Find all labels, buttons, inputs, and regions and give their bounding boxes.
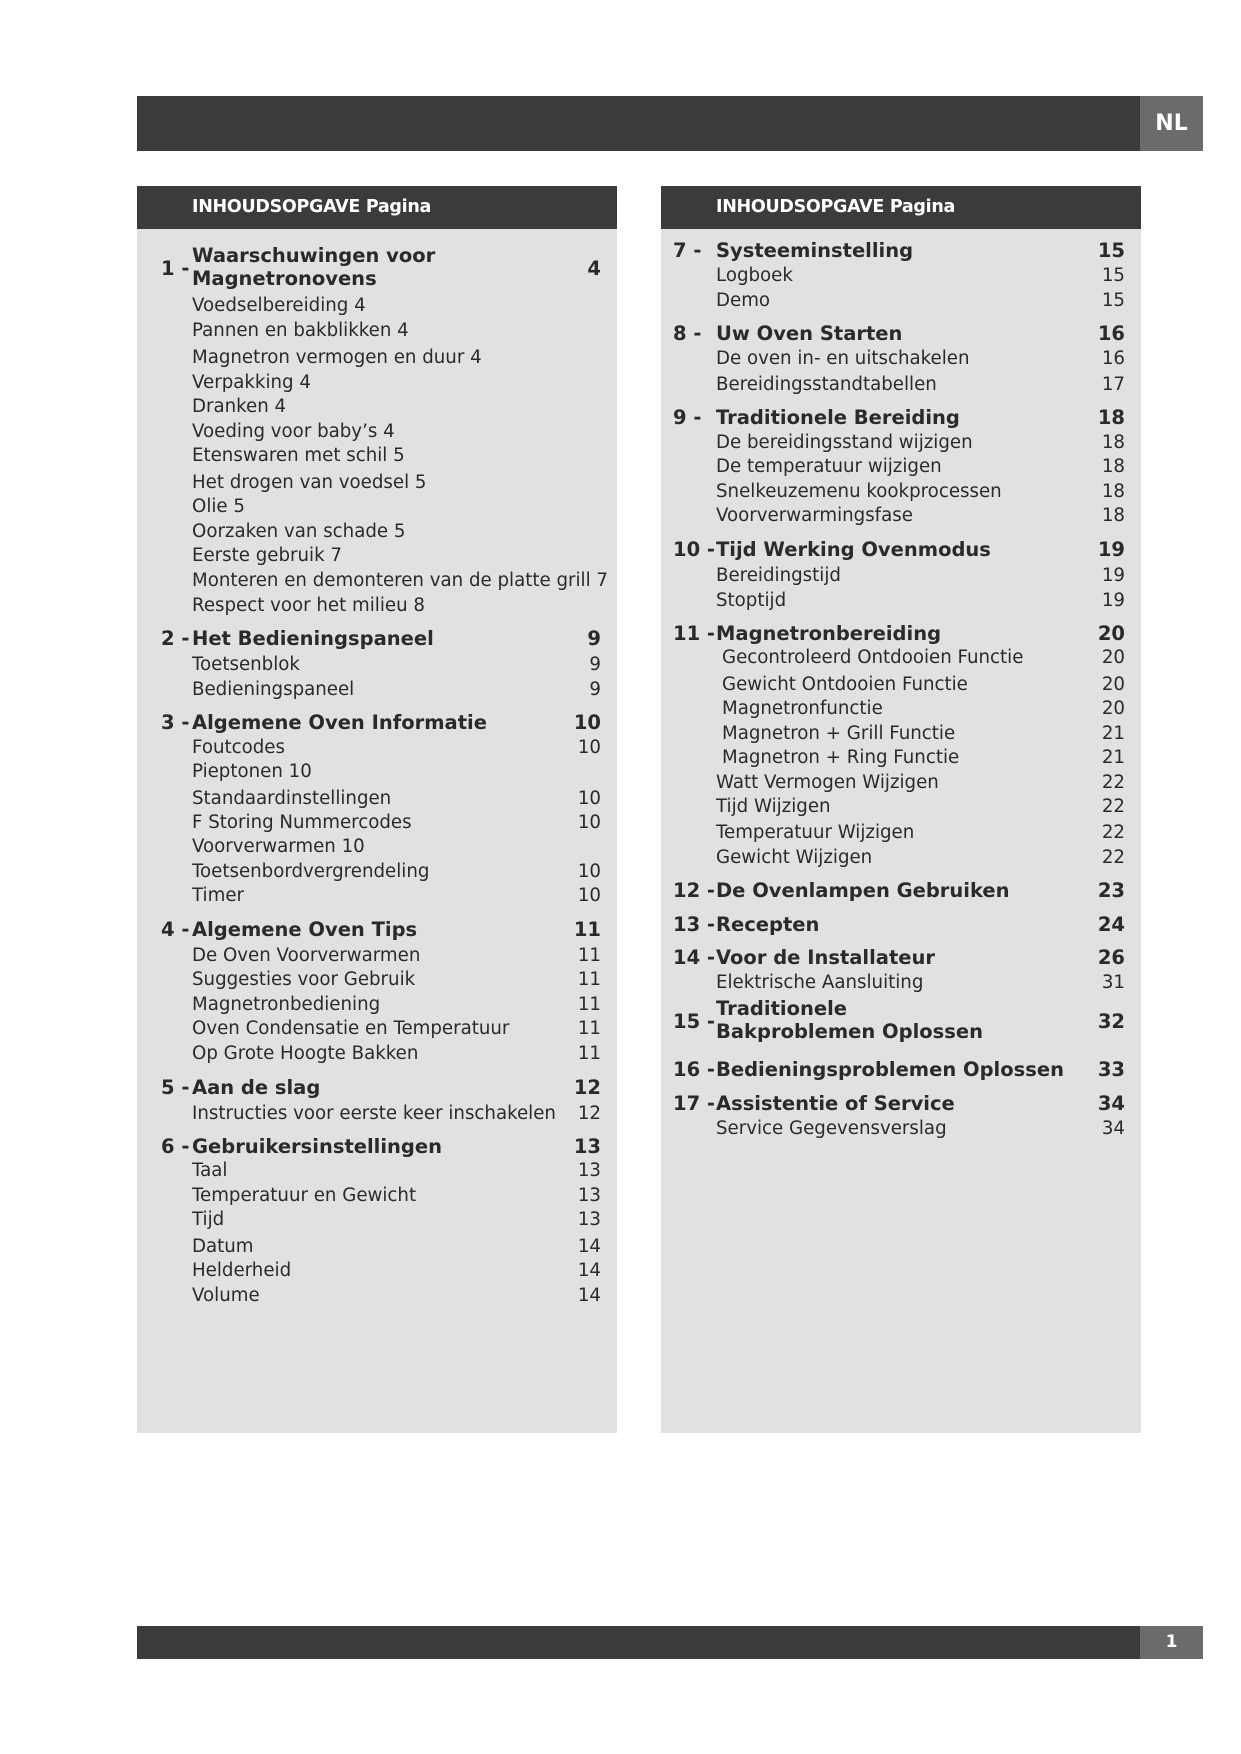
- entry-title: Stoptijd: [716, 590, 787, 611]
- entry-title: Pieptonen 10: [192, 761, 312, 782]
- entry-title: Bereidingsstandtabellen: [716, 374, 937, 395]
- page-number: 34: [1101, 1118, 1125, 1139]
- page-number: 26: [1097, 946, 1125, 969]
- entry-title: Verpakking 4: [192, 372, 311, 393]
- page-number: 20: [1101, 674, 1125, 695]
- entry-title: Dranken 4: [192, 396, 287, 417]
- section-title: Gebruikersinstellingen: [192, 1135, 442, 1158]
- section-title: Algemene Oven Tips: [192, 918, 418, 941]
- page-number: 19: [1097, 538, 1125, 561]
- section-number: 16 -: [673, 1058, 716, 1081]
- entry-title: Temperatuur Wijzigen: [716, 822, 915, 843]
- page-number: 10: [577, 812, 601, 833]
- page-number: 24: [1097, 913, 1125, 936]
- entry-title: Helderheid: [192, 1260, 292, 1281]
- toc-section-row: [661, 404, 1141, 432]
- page-number: 14: [577, 1285, 601, 1306]
- page-number: 13: [577, 1185, 601, 1206]
- entry-title: Voorverwarmingsfase: [716, 505, 913, 526]
- toc-column-right: [661, 186, 1141, 1433]
- toc-entry-row: [661, 744, 1141, 772]
- toc-entry-row: [661, 969, 1141, 997]
- toc-entry-row: [137, 393, 617, 421]
- entry-title: Gewicht Wijzigen: [716, 847, 873, 868]
- toc-entry-row: [661, 793, 1141, 821]
- toc-entry-row: [137, 758, 617, 786]
- entry-title: Temperatuur en Gewicht: [192, 1185, 417, 1206]
- toc-entry-row: [661, 262, 1141, 290]
- section-title: Aan de slag: [192, 1076, 321, 1099]
- section-number: 5 -: [161, 1076, 190, 1099]
- entry-title: Monteren en demonteren van de platte grill 7: [192, 570, 608, 591]
- section-number: 1 -: [161, 257, 190, 280]
- entry-title: Watt Vermogen Wijzigen: [716, 772, 939, 793]
- section-title: Magnetronbereiding: [716, 622, 942, 645]
- page-number: 19: [1101, 590, 1125, 611]
- toc-entry-row: [137, 567, 617, 595]
- page-number: 13: [573, 1135, 601, 1158]
- toc-entry-row: [137, 292, 617, 320]
- toc-column-header: INHOUDSOPGAVE Pagina: [661, 186, 1141, 229]
- page-number: 10: [577, 788, 601, 809]
- entry-title: De temperatuur wijzigen: [716, 456, 942, 477]
- entry-title: Magnetron + Grill Functie: [722, 723, 956, 744]
- toc-entry-row: [137, 317, 617, 345]
- section-title: Bedieningsproblemen Oplossen: [716, 1058, 1064, 1081]
- entry-title: Olie 5: [192, 496, 245, 517]
- toc-entry-row: [137, 1206, 617, 1234]
- toc-entry-row: [137, 651, 617, 679]
- entry-title: Voedselbereiding 4: [192, 295, 366, 316]
- toc-entry-row: [137, 344, 617, 372]
- entry-title: Instructies voor eerste keer inschakelen: [192, 1103, 556, 1124]
- page-number: 11: [577, 994, 601, 1015]
- entry-title: Etenswaren met schil 5: [192, 445, 405, 466]
- page-number: 15: [1097, 239, 1125, 262]
- page-number: 15: [1101, 265, 1125, 286]
- entry-title: Het drogen van voedsel 5: [192, 472, 427, 493]
- page-number: 4: [587, 257, 601, 280]
- page-number: 11: [577, 1043, 601, 1064]
- section-number: 10 -: [673, 538, 716, 561]
- entry-title: De oven in- en uitschakelen: [716, 348, 970, 369]
- page-number: 18: [1101, 456, 1125, 477]
- entry-title: Respect voor het milieu 8: [192, 595, 425, 616]
- page-number: 12: [577, 1103, 601, 1124]
- entry-title: Snelkeuzemenu kookprocessen: [716, 481, 1002, 502]
- section-number: 9 -: [673, 406, 702, 429]
- page-number: 20: [1097, 622, 1125, 645]
- page-number: 18: [1097, 406, 1125, 429]
- toc-entry-row: [137, 676, 617, 704]
- section-number: 6 -: [161, 1135, 190, 1158]
- section-title: Systeeminstelling: [716, 239, 914, 262]
- entry-title: Elektrische Aansluiting: [716, 972, 924, 993]
- page-number: 21: [1101, 723, 1125, 744]
- section-number: 8 -: [673, 322, 702, 345]
- toc-entry-row: [137, 1040, 617, 1068]
- page-number: 32: [1097, 1010, 1125, 1033]
- toc-entry-row: [137, 1015, 617, 1043]
- toc-section-row: [661, 237, 1141, 265]
- toc-entry-row: [661, 287, 1141, 315]
- section-title: Waarschuwingen voor Magnetronovens: [192, 244, 436, 290]
- section-number: 14 -: [673, 946, 716, 969]
- entry-title: Magnetron + Ring Functie: [722, 747, 960, 768]
- page-number: 12: [573, 1076, 601, 1099]
- section-title: Het Bedieningspaneel: [192, 627, 434, 650]
- section-number: 12 -: [673, 879, 716, 902]
- toc-section-row: [137, 916, 617, 944]
- entry-title: Magnetronbediening: [192, 994, 381, 1015]
- bottom-bar: [137, 1626, 1140, 1659]
- toc-entry-row: [661, 844, 1141, 872]
- toc-section-row: [661, 911, 1141, 939]
- page-number: 11: [577, 945, 601, 966]
- section-number: 13 -: [673, 913, 716, 936]
- toc-entry-row: [137, 493, 617, 521]
- toc-section-row: [661, 1090, 1141, 1118]
- entry-title: Voeding voor baby’s 4: [192, 421, 395, 442]
- toc-entry-row: [137, 1100, 617, 1128]
- toc-entry-row: [661, 819, 1141, 847]
- page-number: 34: [1097, 1092, 1125, 1115]
- section-number: 17 -: [673, 1092, 716, 1115]
- entry-title: Eerste gebruik 7: [192, 545, 342, 566]
- page-number: 11: [573, 918, 601, 941]
- toc-section-row: [137, 1074, 617, 1102]
- toc-entry-row: [661, 695, 1141, 723]
- entry-title: Gewicht Ontdooien Functie: [722, 674, 968, 695]
- entry-title: Pannen en bakblikken 4: [192, 320, 409, 341]
- toc-entry-row: [661, 644, 1141, 672]
- toc-entry-row: [137, 966, 617, 994]
- page-number: 11: [577, 969, 601, 990]
- page-number: 22: [1101, 796, 1125, 817]
- toc-entry-row: [661, 502, 1141, 530]
- page-number: 10: [577, 737, 601, 758]
- page-number: 33: [1097, 1058, 1125, 1081]
- page-number: 20: [1101, 698, 1125, 719]
- page-number: 17: [1101, 374, 1125, 395]
- entry-title: Service Gegevensverslag: [716, 1118, 947, 1139]
- toc-entry-row: [137, 442, 617, 470]
- section-title: Assistentie of Service: [716, 1092, 955, 1115]
- entry-title: Gecontroleerd Ontdooien Functie: [722, 647, 1024, 668]
- toc-column-left: [137, 186, 617, 1433]
- page-number: 9: [587, 627, 601, 650]
- entry-title: De Oven Voorverwarmen: [192, 945, 421, 966]
- toc-entry-row: [661, 562, 1141, 590]
- entry-title: Suggesties voor Gebruik: [192, 969, 416, 990]
- entry-title: Timer: [192, 885, 244, 906]
- page-number: 10: [577, 885, 601, 906]
- toc-entry-row: [661, 345, 1141, 373]
- toc-section-row: [137, 241, 617, 297]
- page-number: 9: [589, 654, 601, 675]
- entry-title: Magnetronfunctie: [722, 698, 883, 719]
- entry-title: Tijd: [192, 1209, 225, 1230]
- language-badge: NL: [1140, 96, 1203, 151]
- page-number: 11: [577, 1018, 601, 1039]
- page-number: 18: [1101, 432, 1125, 453]
- page-number: 13: [577, 1160, 601, 1181]
- entry-title: Bedieningspaneel: [192, 679, 355, 700]
- page-number: 13: [577, 1209, 601, 1230]
- page-number-badge: 1: [1140, 1626, 1203, 1659]
- toc-entry-row: [137, 542, 617, 570]
- section-title: Algemene Oven Informatie: [192, 711, 487, 734]
- page-number: 18: [1101, 505, 1125, 526]
- entry-title: Volume: [192, 1285, 260, 1306]
- page-number: 22: [1101, 847, 1125, 868]
- page-number: 14: [577, 1236, 601, 1257]
- entry-title: Bereidingstijd: [716, 565, 841, 586]
- toc-entry-row: [137, 1282, 617, 1310]
- page-number: 16: [1097, 322, 1125, 345]
- entry-title: Datum: [192, 1236, 254, 1257]
- section-number: 2 -: [161, 627, 190, 650]
- entry-title: Taal: [192, 1160, 228, 1181]
- entry-title: F Storing Nummercodes: [192, 812, 412, 833]
- toc-section-row: [137, 625, 617, 653]
- section-title: Recepten: [716, 913, 820, 936]
- toc-section-row: [137, 709, 617, 737]
- toc-section-row: [661, 944, 1141, 972]
- section-number: 3 -: [161, 711, 190, 734]
- toc-section-row: [661, 320, 1141, 348]
- page-number: 22: [1101, 772, 1125, 793]
- entry-title: Oven Condensatie en Temperatuur: [192, 1018, 510, 1039]
- toc-entry-row: [661, 1115, 1141, 1143]
- section-title: Traditionele Bereiding: [716, 406, 960, 429]
- page-number: 20: [1101, 647, 1125, 668]
- entry-title: Standaardinstellingen: [192, 788, 392, 809]
- section-number: 15 -: [673, 1010, 716, 1033]
- toc-section-row: [661, 994, 1141, 1050]
- toc-section-row: [661, 877, 1141, 905]
- toc-section-row: [661, 536, 1141, 564]
- section-title: Tijd Werking Ovenmodus: [716, 538, 991, 561]
- page-number: 22: [1101, 822, 1125, 843]
- page-number: 14: [577, 1260, 601, 1281]
- entry-title: Op Grote Hoogte Bakken: [192, 1043, 419, 1064]
- toc-section-row: [661, 1056, 1141, 1084]
- page-number: 19: [1101, 565, 1125, 586]
- page-number: 16: [1101, 348, 1125, 369]
- section-title: Voor de Installateur: [716, 946, 935, 969]
- entry-title: Magnetron vermogen en duur 4: [192, 347, 482, 368]
- section-number: 7 -: [673, 239, 702, 262]
- toc-entry-row: [137, 1157, 617, 1185]
- toc-entry-row: [661, 371, 1141, 399]
- section-number: 11 -: [673, 622, 716, 645]
- toc-entry-row: [137, 882, 617, 910]
- section-number: 4 -: [161, 918, 190, 941]
- section-title: Traditionele Bakproblemen Oplossen: [716, 997, 983, 1043]
- toc-entry-row: [137, 592, 617, 620]
- entry-title: Tijd Wijzigen: [716, 796, 831, 817]
- section-title: De Ovenlampen Gebruiken: [716, 879, 1010, 902]
- toc-entry-row: [661, 587, 1141, 615]
- entry-title: Foutcodes: [192, 737, 285, 758]
- entry-title: De bereidingsstand wijzigen: [716, 432, 973, 453]
- top-bar: [137, 96, 1140, 151]
- entry-title: Logboek: [716, 265, 793, 286]
- page-number: 15: [1101, 290, 1125, 311]
- page-number: 10: [573, 711, 601, 734]
- entry-title: Oorzaken van schade 5: [192, 521, 406, 542]
- page-number: 10: [577, 861, 601, 882]
- page-number: 31: [1101, 972, 1125, 993]
- page-number: 23: [1097, 879, 1125, 902]
- toc-entry-row: [661, 453, 1141, 481]
- entry-title: Toetsenbordvergrendeling: [192, 861, 430, 882]
- section-title: Uw Oven Starten: [716, 322, 903, 345]
- entry-title: Demo: [716, 290, 771, 311]
- toc-entry-row: [137, 833, 617, 861]
- entry-title: Toetsenblok: [192, 654, 300, 675]
- page-number: 21: [1101, 747, 1125, 768]
- toc-entry-row: [137, 1257, 617, 1285]
- page-number: 18: [1101, 481, 1125, 502]
- toc-column-header: INHOUDSOPGAVE Pagina: [137, 186, 617, 229]
- entry-title: Voorverwarmen 10: [192, 836, 365, 857]
- page-number: 9: [589, 679, 601, 700]
